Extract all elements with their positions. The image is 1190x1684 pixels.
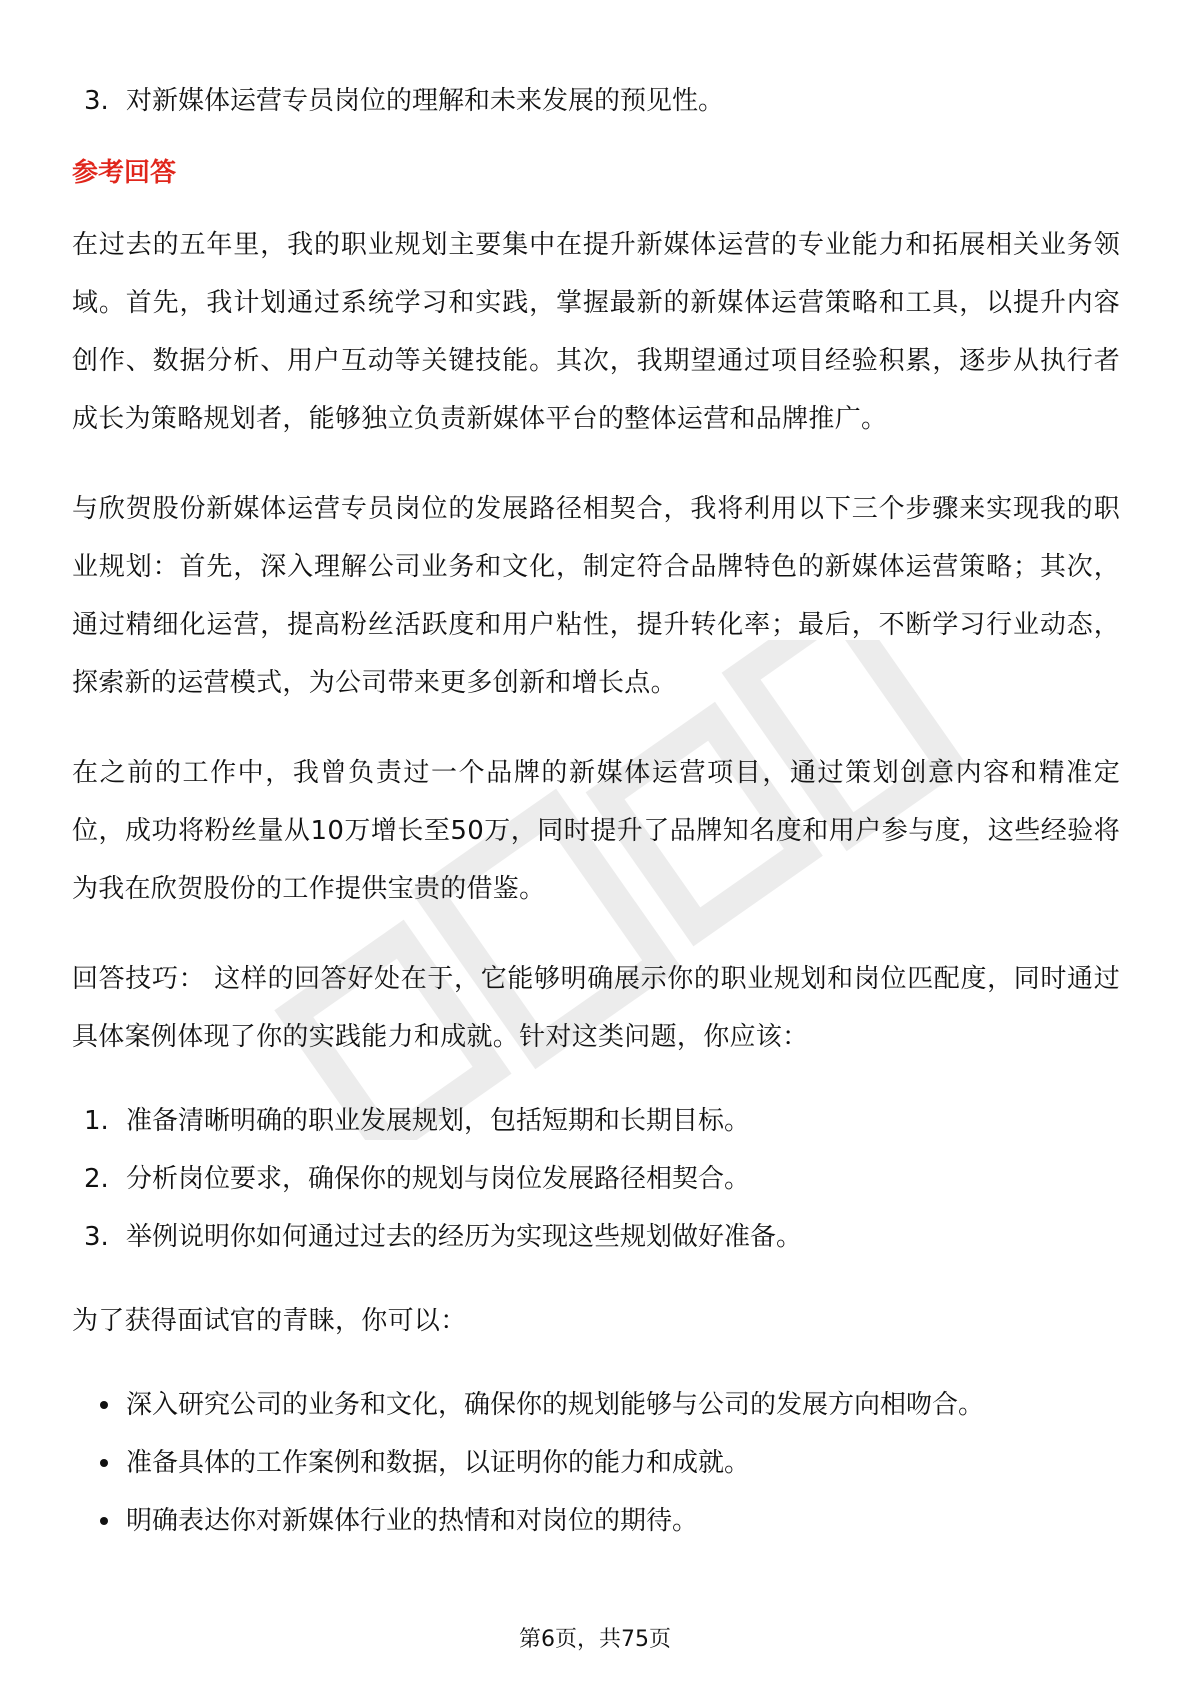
list-item-text: 准备清晰明确的职业发展规划，包括短期和长期目标。 [126, 1106, 751, 1136]
tips-list-item [72, 1150, 1120, 1208]
list-number: 3. [84, 1222, 109, 1252]
bullet-icon [100, 1401, 108, 1409]
intro-list-item [72, 72, 1120, 130]
page-footer: 第6页，共75页 [519, 1627, 671, 1652]
list-item-text: 对新媒体运营专员岗位的理解和未来发展的预见性。 [126, 86, 725, 116]
list-item-text: 明确表达你对新媒体行业的热情和对岗位的期待。 [126, 1506, 699, 1536]
list-number: 2. [84, 1164, 109, 1194]
list-number: 1. [84, 1106, 109, 1136]
bullet-icon [100, 1459, 108, 1467]
list-item-text: 举例说明你如何通过过去的经历为实现这些规划做好准备。 [126, 1222, 803, 1252]
tips-paragraph: 回答技巧： 这样的回答好处在于，它能够明确展示你的职业规划和岗位匹配度，同时通过具体案例体现了你的实践能力和成就。针对这类问题，你应该： [72, 964, 1120, 1052]
bullet-list-item [72, 1434, 1120, 1492]
list-item-text: 准备具体的工作案例和数据，以证明你的能力和成就。 [126, 1448, 751, 1478]
list-number: 3. [84, 86, 109, 116]
closing-intro: 为了获得面试官的青睐，你可以： [72, 1306, 467, 1336]
answer-paragraph-2: 与欣贺股份新媒体运营专员岗位的发展路径相契合，我将利用以下三个步骤来实现我的职业规划：首先，深入理解公司业务和文化，制定符合品牌特色的新媒体运营策略；其次，通过精细化运营，提高粉丝活跃度和用户粘性，提升转化率；最后，不断学习行业动态，探索新的运营模式，为公司带来更多创新和增长点。 [72, 494, 1120, 698]
tips-list-item [72, 1092, 1120, 1150]
bullet-list-item [72, 1376, 1120, 1434]
document-body [72, 72, 1120, 1550]
bullet-icon [100, 1517, 108, 1525]
list-item-text: 深入研究公司的业务和文化，确保你的规划能够与公司的发展方向相吻合。 [126, 1390, 985, 1420]
section-title: 参考回答 [72, 158, 177, 188]
answer-paragraph-3: 在之前的工作中，我曾负责过一个品牌的新媒体运营项目，通过策划创意内容和精准定位，成功将粉丝量从10万增长至50万，同时提升了品牌知名度和用户参与度，这些经验将为我在欣贺股份的工作提供宝贵的借鉴。 [72, 758, 1120, 904]
tips-list-item [72, 1208, 1120, 1266]
answer-paragraph-1: 在过去的五年里，我的职业规划主要集中在提升新媒体运营的专业能力和拓展相关业务领域。首先，我计划通过系统学习和实践，掌握最新的新媒体运营策略和工具，以提升内容创作、数据分析、用户互动等关键技能。其次，我期望通过项目经验积累，逐步从执行者成长为策略规划者，能够独立负责新媒体平台的整体运营和品牌推广。 [72, 230, 1120, 434]
list-item-text: 分析岗位要求，确保你的规划与岗位发展路径相契合。 [126, 1164, 751, 1194]
bullet-list-item [72, 1492, 1120, 1550]
